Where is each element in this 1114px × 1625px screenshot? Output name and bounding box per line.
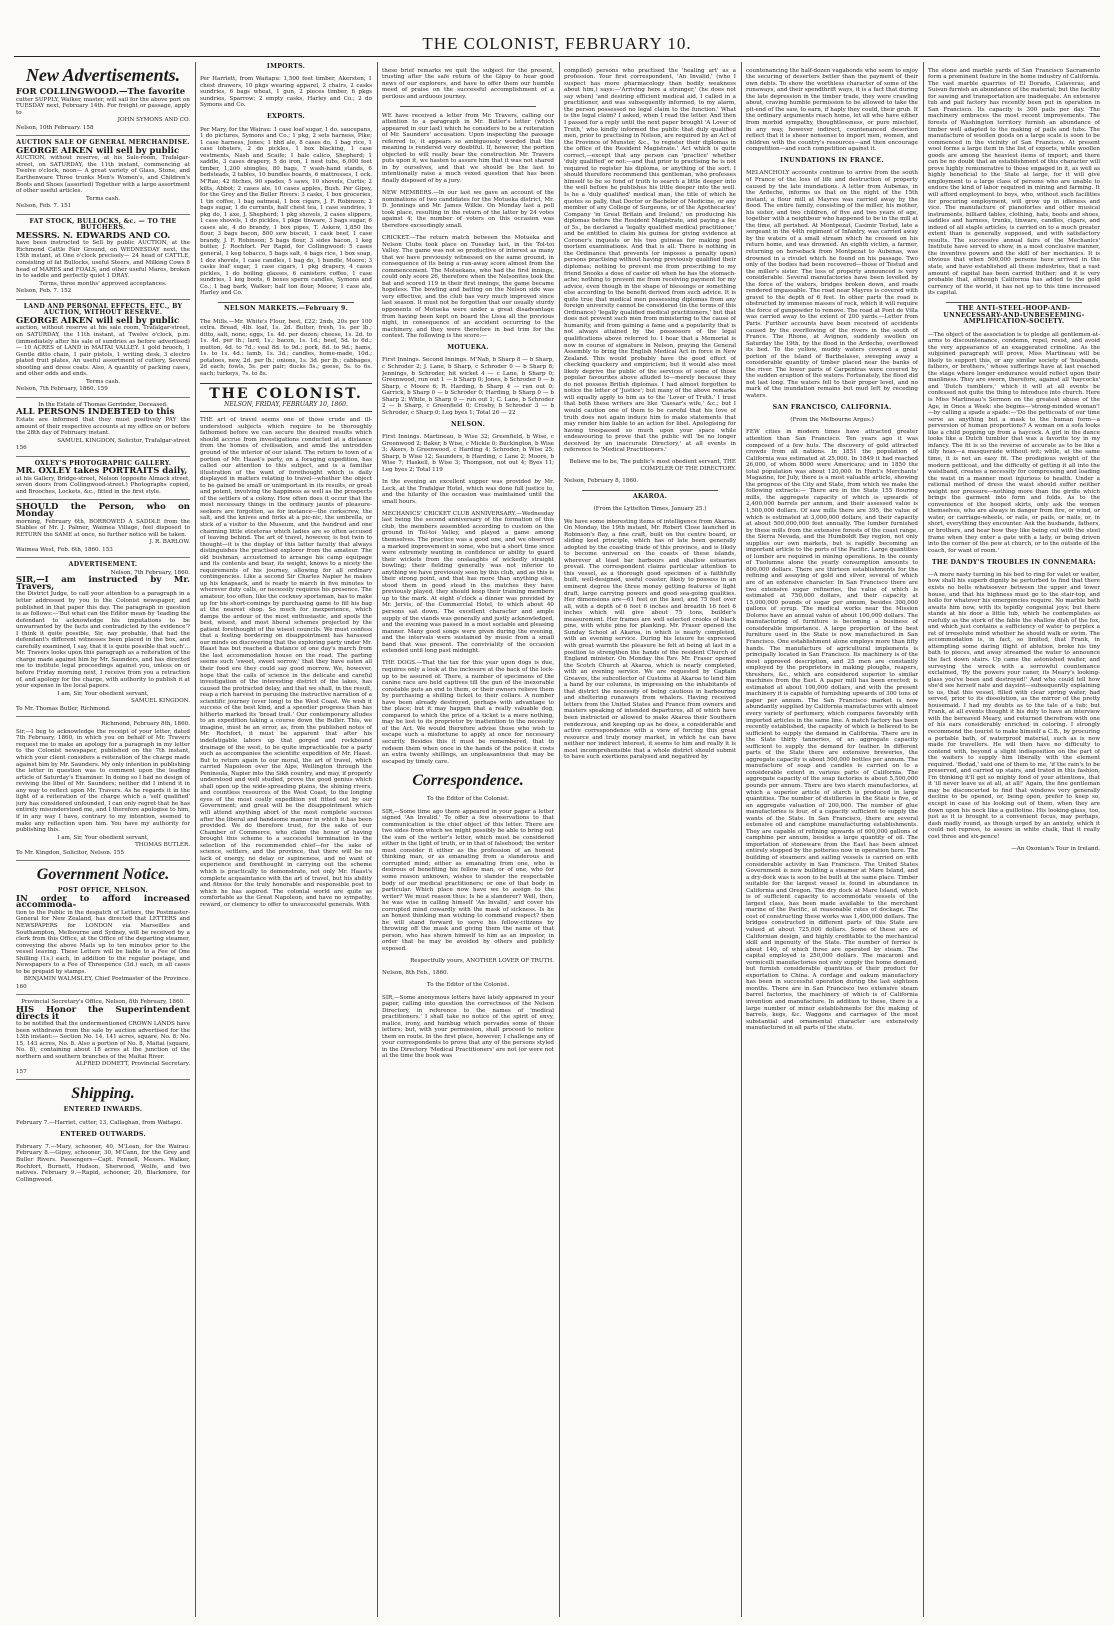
ad-collingwood <box>16 89 190 136</box>
column-rule <box>741 62 742 1617</box>
letter-signature: THOMAS BUTLER. <box>135 842 190 849</box>
inundations-title: INUNDATIONS IN FRANCE. <box>780 157 884 165</box>
letter-body: SIR,—Some anonymous letters have lately appeared in your paper, calling into question the correctness of the Nelson Directory, in reference to the names of 'medical practitioners.' I shall take no notice of the spirit of envy, malice, irony, and humbug which pervades some of those letters; but, with your permission, shall proceed to notice them en route. In the first place, however, I challenge any of your correspondents to prove that any of the persons styled in the Directory 'Medical Practitioners' are not (or were not at the time the book was <box>382 994 554 1060</box>
letter-close: I am, Sir, Your obedient servant, <box>57 690 149 697</box>
dandy-source: —An Oxonian's Tour in Ireland. <box>1011 845 1100 852</box>
akaroa-title: AKAROA. <box>632 493 668 501</box>
ad-signature: J. R. BARLOW. <box>149 539 190 546</box>
ad-lead: SHOULD the Person, who on Monday <box>16 502 190 519</box>
ad-kingdon-letter <box>16 562 190 717</box>
ad-butler-reply <box>16 721 190 861</box>
paragraph-travers: WE have received a letter from Mr. Travers, calling our attention to a paragraph in Mr. Butler's letter (which appeared in our last) which he considers to be a reiteration of Mr. Saunders' accusation. Upon inspecting the passage referred to, it appears so ambiguously worded that the meaning is rendered very doubtful. If, however, the portion objected to will really bear the construction Mr. Travers puts upon it, we hasten to assure him that it was not shared in by ourselves, and that we should be the last to intentionally raise a much vexed question that has been finally disposed of by a jury. <box>382 112 554 184</box>
letter-recipient: To Mr. Kingdon, Solicitor, Nelson. 155 <box>16 849 125 856</box>
san-francisco-source: (From the Melbourne Argus.) <box>790 417 874 424</box>
shipping-inwards-title: ENTERED INWARDS. <box>63 1106 143 1114</box>
ad-heading: LAND AND PERSONAL EFFECTS, ETC., BY AUCTION, WITHOUT RESERVE. <box>23 302 183 317</box>
letter-addressee: To the Editor of the Colonist. <box>426 982 510 989</box>
ad-estate-notice <box>16 402 190 457</box>
letter-signature: Believe me to be, The public's most obedient servant, THE COMPILER OF THE DIRECTORY. <box>569 459 736 472</box>
ad-lead: MESSRS. N. EDWARDS AND CO. <box>16 230 171 241</box>
editorial-masthead-title: THE COLONIST. <box>209 386 363 403</box>
dandy-article: —A more nasty turning in his bed to ring for valet or waiter, how shall his superb dignity be perturbed to find that there exists no bells whatsoever between the upper and lower house, and that his highness must go to the stair-top, and hollo for whatever his emergencies require. No marble bath awaits him now, with its tepidly congenial joys; but there stands at his door a little tub, which he contemplates as ruefully as the stork of the fable the shallow dish of the fox, and which just contains a sufficiency of water to perplex a rat of irresolute mind whether he should walk or swim. The accommodation is, in fact, so limited, that Frank, in attempting some daring flight of ablution, broke his tiny bath to pieces, and away streamed the water to announce the fact down stairs. Up came the astonished waiter, and surveying the wreck with a sorrowful countenance exclaimed, 'By the powers your caner, its Meary's looking-glass you've been and destroyed!' And who could tell how she'd see herself nate and daysint—subsequently explaining to us, that this vessel, filled with clear spring water, had served, prior to its dissolution, as the mirror of the pretty housemaid. I had my doubts as to the tale of a tub; but Frank, at all events thought it his duty to have an interview with the bereaved Meary, and returned therefrom with one of his ears considerably enriched in coloring. I strongly recommend the tourist to make himself a C.B., by procuring a portable bath, of waterproof material, such as is now made for travellers. He will then have no difficulty to contend with, beyond a slight indisposition on the part of the waiters to supply him liberally with the element required. 'Bedad,' said one of them to me, 'if the rain's to be preserved, and carried up stairs, and trated in this fashion, I'm thinking it'll get so mighty fond of your attentions, that it 'ill never leave us at all, at all!' Again, the fine gentleman may be disconcerted to find that windows very generally decline to be opened, or, being open, prefer to keep so, except in case of his looking out of them, when they are down upon his neck like a guillotine. His looking-glass, too, just as it is brought to a convenient focus, may perhaps, dash madly round, as though urged by an anxiety, which it could not repress, to assure in white chalk, that it really cost three and six-pence! <box>928 571 1100 840</box>
paragraph-dogs: THE DOGS.—That the tax for this year upon dogs is due, requires only a look at the inclosure at the back of the lock-up to be assured of. There, a number of specimens of the canine race are held captives till the gun of the inexorable constable puts an end to them, or their owners relieve them by purchasing a shilling ticket to their collars. A number have been already destroyed, perhaps with advantage to the place; but it may happen that a really valuable dog, compared to which the price of a ticket is a mere nothing, may be lost to its proprietor by inattention to the necessity of the Act. We would therefore advise those who wish to escape such a misfortune to apply at once for necessary security. Besides this it must be remembered, that to redeem them when once in the hands of the police it costs an extra twenty shillings, an unpleasantness that may be escaped by timely care. <box>382 660 554 765</box>
editorial-continued: these brief remarks we quit the subject for the present, trusting after the safe return of the Gipsy to hear good news of our explorers, and have to offer them our humble meed of praise on the successful accomplishment of a perilous and arduous journey. <box>382 67 554 100</box>
section-correspondence: Correspondence. <box>412 771 524 789</box>
san-francisco-continued: The stone and marble yards of San Francisco Sacramento form a prominent feature in the home industry of California. The vast marble quarries of El Dorado, Calaveras, and Suisun furnish an abundance of the material; but the facility for sawing and transportation are inadequate. An extensive tub and pail factory has recently been put in operation in San Francisco. Its capacity is 300 pails per day. The machinery embraces the most recent improvements. The forests of Washington territory furnish an abundance of timber well adapted to the making of pails and tubs. The manufacture of woollen goods on a large scale is soon to be commenced in the vicinity of San Francisco. At present wool forms a large item in the list of exports, while woollen goods are among the heaviest items of import; and there can be no doubt that an establishment of this character will prove highly remunerative to those engaged in it, as well as highly beneficial to the State at large, for it will give employment to a large class of persons who are unable to endure the kind of labor required in mining and farming. It will afford employment to boys, who, without such facilities for procuring employment, will grow up in idleness and vice. The manufacture of pianofortes and other musical instruments, billiard tables, clothing, hats, boots and shoes, saddles and harness, trunks, tinware, candles, cigars, and indeed of all staple articles, is carried on to a much greater extent than is generally supposed, and with satisfactory results. The successive annual fairs of the Mechanics' Institute have served to show, in a most conclusive manner, the inventive powers and the skill of her mechanics. It is obvious that when 500,000 persons have arrived in the state, and have established all these industries, that a vast amount of capital has been carried thither; and it is very probable that, although California has added to the gold currency of the world, it has not up to this time increased its capital. <box>928 67 1100 297</box>
ad-saddle <box>16 504 190 558</box>
imports-title: IMPORTS. <box>266 63 306 70</box>
column-6 <box>928 62 1100 1617</box>
ad-body: morning, February 6th, BORROWED A SADDLE from the Stables of Mr. J. Palmer, Waimea Village, feel disposed to RETURN the SAME at once, no further notice will be taken. <box>16 518 190 538</box>
akaroa-source: (From the Lyttelton Times, January 25.) <box>593 506 707 513</box>
san-francisco-title: SAN FRANCISCO, CALIFORNIA. <box>772 404 892 412</box>
ad-auction-aiken <box>16 140 190 214</box>
letter-continued: compiled) persons who practised the 'healing art' as a profession. Your first correspondent, 'An Invalid,' (who I suspect has more pharmacology than bodily weakness about him,) says:—'Arriving here a stranger,' (he does not say when) 'and desiring efficient medical aid, I called in a practitioner, and was subsequently informed, to my alarm, the person possessed no legal claim to the function.' What is the legal claim? I asked, when I read the letter. And then I passed for a reply until the next paper brought 'A Lover of Truth,' who kindly informed the public that duly qualified men, prior to practising in Nelson, are required by an Act of the Province of Munster, &c., 'to register their diplomas in the office of the Resident Magistrate.' Act which is quite correct,—except that any person can 'practice' whether 'duly qualified' or not:—and that prior to practising he is not required to register his diploma, or anything of the sort. I should therefore recommend this gentleman, who professes himself to be so fond of truth to search a little deeper into the well before he publishes his little deeper into the well. Is he a 'duly qualified' medical man, the title of which he quotes so pally, that Doctor or Bachelor of Medicine, or any member of any College of Surgeons, or of the Apothecaries' Company 'in Great Britain and Ireland,' on producing his diplomas before the Resident Magistrate, and paying a fee of 5s., be declared a 'legally qualified medical practitioner,' and be entitled to claim his guinea for giving evidence at Coroner's inquests or his two guineas for making post mortem examinations. And that is all. There is nothing in the Ordinance that prevents (or imposes a penalty upon) persons practising without having previously qualified their diplomas; nothing to prevent me from prescribing to my friend Snooks a dose of castor oil when he has the stomach-ache; nothing to prevent me from receiving payment for my advice, even though in the shape of blessings or something else according to the benefit derived from such advice. It is quite true that medical men possessing diplomas from any foreign university cannot be considered (in the terms of this Ordinance) 'legally qualified medical practitioners,' but that does not prevent such men from ministering to the cause of humanity, and from gaining a fame and a popularity that is not always attained by the possessors of the legal qualifications above referred to. I hear that a Memorial is now in course of signature in Nelson, praying the General Assembly to bring the English Medical Act in force in New Zealand. This would probably have the good effect of checking quackery and empiricism; but it would also most likely deprive the public of the services of some of those popular favourites above alluded to—merely because they do not possess British diplomas. I had almost forgotten to notice the letter of 'Justice'; but many of the above remarks will equally apply to him as to the 'Lover of Truth.' I trust that both these writers are like 'Caesar's wife,' &c.; but I would caution one of them to be careful that his love of truth does not again induce him to make statements that may render him liable to an action for libel. Apologising for having trespassed so much upon your space while endeavouring to prove that the public will 'be no longer deceived by an inaccurate Directory,' at all events in reference to 'Medical Practitioners.' <box>564 67 736 454</box>
shipping-inwards: February 7.—Harriet, cutter, 13, Callaghan, from Waitapu. <box>16 1119 183 1126</box>
ad-footer: Nelson, 10th February. 158 <box>16 124 94 131</box>
letter-recipient: To Mr. Thomas Butler, Richmond. <box>16 705 111 712</box>
ad-heading: POST OFFICE, NELSON. <box>57 887 149 895</box>
column-rule <box>559 62 560 1617</box>
ad-heading: FAT STOCK, BULLOCKS, &c. — TO THE BUTCHERS. <box>29 217 177 232</box>
ad-body: Estate are informed that they must positively PAY the amount of their respective accounts at my office on or before the 28th day of February instant. <box>16 416 190 437</box>
ad-body: cutter SUPPLY, Walker, master, will sail for the above port on TUESDAY next, February 14th. For freight or passage, apply to <box>16 96 190 116</box>
letter-date: Richmond, February 8th, 1860. <box>101 721 190 728</box>
column-3 <box>382 62 554 1617</box>
gov-crown-lands <box>16 999 190 1080</box>
ad-footer: 157 <box>16 1068 27 1075</box>
ad-heading: AUCTION SALE OF GENERAL MERCHANDISE. <box>16 139 190 147</box>
ad-body: auction, without reserve at his sale room, Trafalgar-street, on SATURDAY, the 11th instant, at Twelve o'clock, p.m. (immediately after his sale of sundries as before advertised)— 10 ACRES of LAND in MAITAI VALLEY. 1 gold brooch, 1 Gentle ditto chain, 1 pair pistols, 1 writing desk, 3 electro plated fruit plates, An useful assortment of cutlery, Several shooting and dress coats. Also, A quantity of packing cases, and other odds and ends. <box>16 325 190 378</box>
ad-lead: FOR COLLINGWOOD.—The favorite <box>16 87 186 97</box>
akaroa-article: We have some interesting items of intelligence from Akaroa. On Monday, the 19th instant, Mr. Robert Close launched in Robinson's Bay, a fine craft, built on the centre board, or sliding keel principle, which has of late been generally adopted by the coasting trade of this province, and is likely to become universal on the coasts of these islands, wherever at least bar harbours and shallow estuaries prevail. The correspondent claims particular attention to this vessel, as a thorough good specimen of a faithfully built, well-designed, useful coaster, likely to possess in an eminent degree the three money getting features of light draft, large carrying powers and good sea-going qualities. Her dimensions are—61 feet on the keel, and 75 feet over all, with a depth of 6 feet 6 inches and breadth 16 feet 6 inches which will give about 75 tons, builder's measurement. Her frames are well selected crooks of black pine, with white pine for planking. Mr. Fraser opened the Sunday School at Akaroa, in which is nearly completed, with an evening service. During his leisure he expressed with great warmth the pleasure he felt at being at last in a position to strengthen the hands of the resident Church of England minister. On Monday the Rev. Mr. Fraser opened the Scotch Church at Akaroa, which is nearly completed, with an evening service. We are requested by Captain Greaves, the subcollector of Customs at Akaroa to lend him a hand by our columns, in impressing on the inhabitants of that district the necessity of being cautious in harbouring and sheltering runaways from whalers. Having received letters from the United States and France from owners and masters speaking of intended departures, all of which have been instructed or allowed to make Akaroa their Southern rendezvous, and keeping up as he does, a considerable and active correspondence with a view of forcing this great resource and truly money market, in which he can have neither nor indirect interest, it seems to him and really it is most incomprehensible that a whole district should submit to have such exertions paralysed and negatived by <box>564 518 736 761</box>
score-nelson-title: NELSON. <box>450 421 486 428</box>
ad-footer: Nelson, 7th February, 1860. 159 <box>16 386 108 393</box>
letter-body: Sir,—I beg to acknowledge the receipt of your letter, dated 7th February, 1860, in which you on behalf of Mr. Travers request me to make an apology for a paragraph in my letter to the Colonist newspaper, published on the 7th instant, which your client considers a reiteration of the charge made against him by Mr. Saunders. My only intention in publishing the letter in question was to comment upon the leading article of Saturday's Examiner. In doing so I had no design of reviving the libel of Mr. Saunders; neither did I intend it in any way to reflect upon Mr. Travers. As he regards it in the light of a reiteration of the charge which a 'self qualified' jury has considered unfounded, I can only regret that he has entirely misunderstood me, and I therefore apologise to him, if in any way I have, contrary to my intention, seemed to make any reflection upon him. You have my authority for publishing this. <box>16 728 190 834</box>
ad-edwards-cattle <box>16 219 190 300</box>
letter-date: Nelson, February 8, 1860. <box>564 478 639 485</box>
paragraph-mechanics-club: MECHANICS' CRICKET CLUB ANNIVERSARY.—Wednesday last being the second anniversary of the formation of this club, the members assembled according to custom on the ground in Tol-toi Valley, and played a game among themselves. The practice was a good one, and we observed a marked improvement in some, who but a short time since were extremely wanting in confidence or ability to guard their wickets from the onslaughts of wickedly straight bowling; their fielding generally was not inferior to anything we have previously seen by this club, and as this is their strong point, and that has more than anything else, stood them in good stead in the matches they have previously played, they should keep their training members up to the mark. At eight o'clock a dinner was provided by Mr. Jervis, of the Commercial Hotel, to which about 40 persons sat down. The excellent character and ample supply of the viands was generally and justly acknowledged, and the evening was passed in a most sociable and pleasing manner. Many good songs were given during the evening, and the intervals were sustained by music from a small band that was present. The conviviality of the occasion extended until long past midnight. <box>382 510 554 655</box>
ad-body: tion to the Public in the despatch of Letters, the Postmaster-General for New Zealand, has directed that LETTERS and NEWSPAPERS for LONDON via Marseilles and Southampton, Melbourne and Sydney, will be received by a clerk from this Office, at the Office of the departing steamer, conveying the above Mails up to ten minutes prior to the vessel leaving. These Letters will be liable to a Fee of One Shilling (1s.) each, in addition to the regular postage, and Newspapers to a Fee of Threepence (3d.) each, in all cases to be prepaid by stamps. <box>16 909 190 975</box>
letter-date: Nelson, 8th Feb., 1860. <box>382 970 449 977</box>
letter-date: Nelson, 7th February, 1860. <box>110 569 190 576</box>
ad-body: have been instructed to Sell by public AUCTION, at the Richmond Cattle Fair Ground, on WEDNESDAY next, the 15th instant, at One o'clock precisely— 24 head of CATTLE, consisting of fat Bullocks, useful Steers, and Milking Cows 8 head of MARES and FOALS, and other useful Mares, broken in to saddle and perfectly quiet 1 DRAY. <box>16 240 190 280</box>
markets-prices: The Mills.—Mr. White's Flour, best, £22; 2nds, 20s per 100 extra. Bread, 4lb. loaf, 1s. 2d. Butter, fresh, 1s. per lb.; ditto, salt, none; eggs, 1s. 4d. per dozen; cheese, 1s. 2d. to 1s. 4d. per lb.; lard, 1s.; bacon, 1s. 1d.; beef, 5d. to 6d.; mutton, 4d. to 7d.; veal 8d. to 9d.; pork, 8d. to 9d.; hams, 1s. to 1s. 4d.; lamb, 1s. 3d.; candles, home-made, 10d.; potatoes, new, 2d. per lb.; onions, 1s. 3d. per lb.; cabbages, 2d each; fowls, 5s. per pair; ducks 5s.; geese, 5s. to 6s. each; turkeys, 7s. to 8s. <box>200 318 372 377</box>
column-2 <box>200 62 372 1617</box>
ad-signature: BENJAMIN WALMSLEY, Chief Postmaster of the Province. <box>23 976 190 983</box>
score-motueka: First Innings. Second Innings. M'Nab, b Sharp 8 — b Sharp, c Schroder 2; J. Lane, b Sharp, c Schroder 0 — b Sharp 8; Jennings, b Schroder, hit wicket 4 — c Lane, b Sharp 0; Greenwood, run out 1 — b Sharp 0; Jones, b Schroder 0 — b Sharp, c Moore 6; R. Harding, b Sharp 4 — run out 0; Garrick, b Sharp 0 — b Schroder 0; Harding, b Sharp 0 — b Sharp 2; White, b Sharp 0 — run out 1; C. Lane, b Schroder 2 — b Sharp, c Greenfield 0; Crosby, b Schroder 3 — b Schroder, c Sharp 0; Leg byes 1; Total 26 — 22 <box>382 357 554 416</box>
editorial-masthead-date: NELSON, FRIDAY, FEBRUARY 10, 1860. <box>224 401 348 409</box>
ad-signature: ALFRED DOMETT, Provincial Secretary. <box>75 1061 190 1068</box>
inundations-article: MELANCHOLY accounts continue to arrive from the south of France of the loss of life and destruction of property caused by the late inundations. A letter from Aubenas, in the Ardeche, informs us that on the night of the 15th instant, a flour mill at Mayres was carried away by the flood. The entire family, consisting of the miller, his mother, his sister, and two children, of five and two years of age, together with a neighbour who happened to be in the mill at the time, all perished. At Montpezat, Casimir Testud, late a sergeant in the 44th regiment of Infantry, was carried away by the waters of a small stream which he crossed on his return home, and was drowned. An eighth victim, a farmer, returning on horseback from Montpezat to Aubenas, was drowned in a rivulet which he found on his passage. Two only of the bodies had been recovered—those of Testud and the miller's sister. The loss of property announced is very considerable. Several manufactories have been levelled by the force of the waters, bridges broken down, and roads rendered impassable. The road near Mayres is covered with gravel to the depth of 6 feet. In other parts the road is obstructed by immense masses of rock, which it will require the force of gunpowder to remove. The road at Pont de Villa was carried away to the extent of 200 yards.—Letter from Paris. Further accounts have been received of accidents caused by the overflowing of the rivers in the south of France. The Rhone, at Avignon, suddenly swollen on Saturday the 19th, by the flood in the Ardeche, overflowed its bed. To the yellow, muddy waters covered a great portion of the Island of Barthelasse, sweeping away a considerable quantity of timber placed near the banks of the river. The lower parts of Carpentras were covered by the sudden eruption of the waters. Fortunately, the flood did not last long. The waters fell to their proper level, and no mark of the inundation remains but mud left by receding waters. <box>746 170 918 400</box>
ad-intro: Provincial Secretary's Office, Nelson, 8th February, 1860. <box>21 999 185 1006</box>
divider <box>400 106 536 107</box>
column-4 <box>564 62 736 1617</box>
ad-land-aiken <box>16 304 190 398</box>
score-nelson: First Innings. Martineau, b Wise 32; Greenfield, b Wise, c Greenwood 2; Baker, b Wise, c Mickle 0; Buckington, b Wise 3; Akers, b Greenwood, c Harding 4; Schroder, b Wise 25; Sharp, b Wise 12; Saunders, b Harding, c Lane 2; Moore, b Wise 7; Haskell, b Wise 3; Thompson, not out 4; Byes 11; Leg byes 2; Total 119 <box>382 434 554 473</box>
editorial-masthead <box>200 383 372 412</box>
divider <box>218 302 354 303</box>
letter-signature: SAMUEL KINGDON. <box>130 698 190 705</box>
shipping-outwards: February 7.—Mary, schooner, 40, M'Lean, for the Wairau. February 8.—Gipsy, schooner, 30, M'Cann, for the Grey and Buller Rivers. Passengers—Capt. Fennell, Messrs. Walker, Rochfort, Burnett, Hudson, Sherwood, Wolfe, and two natives. February 9.—Rapid, schooner, 20, Blackmore, for Collingwood. <box>16 1143 190 1183</box>
letter-addressee: To the Editor of the Colonist. <box>426 796 510 803</box>
ad-lead: MR. OXLEY takes PORTRAITS daily, <box>16 466 188 477</box>
column-1 <box>16 62 190 1617</box>
editorial-article: THE art of travel seems one of those crude and ill-understood subjects which require to be thoroughly fathomed before we can secure the desired results which should accrue from investigations conducted at a distance from the homes of civilisation, and amid the untrodden ground of the interior of our island. The return to town of a portion of Mr. Haast's party, on a foraging expedition, has called our attention to this subject, and is a familiar illustration of the want of forethought which is daily displayed in matters relating to travel—whether the object to be gained be small or unimportant in its results, or great and potent, involving the happiness as well as the prospects of the settlers of a colony. How often does it occur that the most necessary things in the ordinary jaunts of pleasure-seekers are forgotten, as for instance—the corkscrew, the salt, and the knives and forks at a pic-nic, the umbrella, or stick of a visitor to the Museum, and the hundred and one charming little etceteras which ladies are so often accused of leaving behind. The art of travel, however, is but twin to thought—it is the display of this latter faculty that always distinguishes the practised explorer from the amateur. The old bushman, accustomed to arrange his camp equipage and its contents and bear, its weight, knows to a nicety the requirements of his journey, allowing for all ordinary contingencies. Like a second Sir Charles Napier he makes up his knapsack, and is ready to march in five minutes to wherever duty calls, or necessity requires his presence. The amateur, too often, like the cockney sportsman, has to make up for his short-comings by purchasing game to fill his bag at the nearest shop. So much for inexperience, which damps the ardour of the most enthusiastic, and spoils the best, wisest, and most liberal schemes projected by the patient forethought of the wisest councils. We must confess that a feeling bordering on disappointment has harassed our minds on discovering that the exploring party under Mr. Haast has but reached a distance of one day's march from the last accommodation house on the road. The parting seems such 'sweet, sweet sorrow,' that they have eaten all their food ere they could say good morrow. We, however, hope that the calls of science in the delicate and careful investigation of the interesting district of the lakes, has caused the protracted delay, and that we shall, in the result, reap a rich harvest in perusing the instructive narration of a scientific journey (ever long) to the West Coast. We wish it success of the best kind, and a speedier progress than has hitherto marked its 'broad trail.' Our contemporary alludes to an expedition taking a course down the Buller. This, we imagine, must be an error, as, from the published notes of Mr. Rochfort, it must be apparent that after his indefatigable labors up that gorged and rockbound drainage of the west, to be quite impracticable for a party such as accompanies the scientific expedition of Mr. Haast. But to return again to our moral, the art of travel, which carried Napoleon over the Alps, Wellington through the Peninsula, Napier into the Sikh country, and may, if properly understood and well studied, prove the good genius which shall open up the wide-spreading plains, the shining rivers, and countless resources of the West Coast, to the longing eyes of the most costly expedition yet fitted out by our Government; and great will be the disappointment which will attend anything abort of the most complete success after the liberal and handsome manner in which it has been provided. We do therefore trust, for the sake of our Chamber of Commerce, who claim the honor of having brought this scheme to a successful termination in the selection of the recommended chief—for the sake of science, settlers, and the province, that there will be no lack of energy, no delay or supineness, and no want of experience and forethought in carrying out the scheme which is practically to demonstrate, not only Mr. Haast's complete acquaintance with the art of travel, but his ability and fitness for the truly honorable and responsible post to which he has aspired. The colonial world are quite as comfortable as the Great Napoleon, and have no sympathy, reward, or clemency to offer to unsuccessful generals. With <box>200 417 372 908</box>
imports-list: Per Harriett, from Waitapu: 1,500 feet timber, Akersten; 1 chest drawers, 10 pkgs wearing apparel, 2 chairs, 2 casks sundries, 6 bags wheat, 1 gun, 2 pieces timber, 6 pkgs sundries, Sparrow; 2 empty casks, Harley and Co.; 2 do Symons and Co. <box>200 76 372 109</box>
letter-salutation: SIR,—I am instructed by Mr. Travers, <box>16 575 190 592</box>
akaroa-continued: countenancing the half-dozen vagabonds who seem to enjoy the securing of deserters better than the payment of their own debts. To show the worthless character of some of the runaways, and their spendthrift ways, it is a fact that during the late depression in the timber trade, they were crawling about, craving humble permission to be allowed to take the pit-end of the saw, to earn, if haply they could, their grub. If the ordinary arguments reach home, let all who have either from morbid sympathy, thoughtlessness, or pure mischief, in any way, however indirect, countenanced desertion reflect that it is sheer nonsense to import men, women, and children with the country's resources—and then encourage competition—and such competition against it. <box>746 67 918 153</box>
ad-footer: Nelson, Feb. 7. 151 <box>16 203 72 210</box>
ad-body: to be notified that the undermentioned CROWN LANDS have been withdrawn from the sale by auction advertised for the 13th instant:— Section No. 14, 141 acres, square, No. 8; No. 15, 143 acres, No. 8. Also a portion of No. 8, Maitai (square, No. 8), containing about 18 acres at the junction of the northern and southern branches of the Maitai River. <box>16 1021 190 1060</box>
gov-post-office <box>16 888 190 995</box>
ad-lead: HIS Honor the Superintendent directs it <box>16 1004 190 1022</box>
ad-oxley-gallery <box>16 461 190 501</box>
ad-body: at his Gallery, Bridge-street, Nelson (opposite Almack street, seven doors from Collingwood-street.) Photographs copied, and Brooches, Lockets, &c., fitted in the first style. <box>16 475 190 495</box>
exports-list: Per Mary, for the Wairau: 1 case loaf sugar, 1 do. saucepans, 1 do pictures, Symons and Co.; 1 pkg, 2 sets harness, Pike; 1 case harness, Jones; 1 hhd ale, 8 cases do, 1 bag rice, 1 case lobsters, 2 do pickles, 1 box blacking, 1 case vestments, Nash and Scaife; 1 bale calico, Shepherd; 1 saddle, 3 cases drapery, 5 do iron, 1 nest tubs, 6,000 feet timber, 1,200 shingles, 80 bags, 7 wash-hand stands, 6 bedsteads, 2 tables, 10 bundles boards, 6 mattresses, 1 ock. M'Rae; 42 fitches, 90 spades, 5 saws, 10 shovels, Curtis; 2 kilts, Abbot; 2 cases ale, 10 cases apples, Bush. Per Gipsy, for the Grey and the Buller Rivers: 3 casks, 1 box groceries, 1 tin coffee, 1 bag oatmeal, 1 box cigars, J. F. Robinson; 2 bags sugar, 1 do currants, half chest tea, 1 case sundries, 1 pkg do, 1 axe, J. Shepherd; 1 pkg shovels, 2 cases slippers, 1 case shovels, 1 do pickles, 1 pkge tinware, 3 bags sugar, 6 cases ale, 4 do brandy, 1 box pipes, T. Askew, 1,850 lbs flour, 3 bags bacon, 800 sew biscuit, 1 cask beef, 1 case brandy, J. F. Robinson; 5 bags flour, 3 sides bacon, 1 keg butter, J. Rochfort. Per Rapid, for Collingwood: 5 cases general, 1 keg tobacco, 5 bags salt, 4 bags rice, 1 box soap, 1 doz shovels, 1 case candles, 1 bag do, 1 bundle, Moore; 3 casks loaf sugar, 1 case cigars, 1 pkg drapery, 4 cases pickles, 1 do boiling glasses, 6 canisters coffee, 1 case sundries, 1 keg boots, 6 boxes sperm candles, Symons and Co.; 1 bag bark, Walker; half ton flour, Moore; 1 case ale, Harley and Co. <box>200 126 372 297</box>
ad-terms: Terms cash. <box>86 378 120 385</box>
column-rule <box>195 62 196 1617</box>
crinoline-title: THE ANTI-STEEL-HOOP-AND-UNNECESSARY-AND-UNBESEEMING-AMPLIFICATION-SOCIETY. <box>943 305 1085 326</box>
ad-footer: 160 <box>16 983 27 990</box>
section-government-notice: Government Notice. <box>36 866 170 884</box>
exports-title: EXPORTS. <box>267 113 305 121</box>
crinoline-article: —The object of the association is to pledge all gentlemen-at-arms to discountenance, condemn, repel, resist, and avoid the very appearance of an exaggerated crinoline. As the subjoined paragraph will prove, Miss Martineau will be likely to support this, or any similar society of 'husbands, fathers, or brothers,' whose sufferings have at last reached the stage where longer endurance would reflect upon their manliness. They are sworn, therefore, against all 'haycocks' and 'Dutch tumblers,' which it will at all events be confessed not quite the thing to introduce into church. Here is Miss Martineau's Sermon on the greatest abuse of the Age, in Once a Week: she begins—'strong-minded woman'!—by calling a spade a spade:—'Do the petticoats of our time serve as anything but a mask to the human form—a perversion of human proportions? A woman on a sofa looks like a child popping up from a haycock. A girl in the dance looks like a Dutch tumbler that was a favorite toy in my infancy. The fit is so the reverse of accurate as to be like a silly hoax—a masquerade without wit; while, at the same time, it is not an easy fit. The prodigious weight of the modern petticoat, and the difficulty of getting it all into the waistband, creates a necessity for compressing and loading the waist in a manner most injurious to health. Under a rational method of dress the waist should suffer neither weight nor pressure—nothing more than the girdle which brings the garment into form and folds. As to the convenience of the hooped skirts, only ask the women themselves, who are always in danger from fire, or wind, or water, or carriage-wheels, or rails, or pails, or nails, or, in short, everything they encounter. Ask the husbands, fathers, or brothers, and hear how they like being cut with the steel frame when they enter a gate with a lady, or being driven into the corner of the pew at church, or to the outside of the coach, for want of room.' <box>928 331 1100 554</box>
ad-lead: ALL PERSONS INDEBTED to this <box>16 407 175 418</box>
ad-signature: JOHN SYMONS AND CO. <box>117 117 190 124</box>
column-rule <box>923 62 924 1617</box>
section-new-advertisements: New Advertisements. <box>25 65 181 85</box>
section-shipping: Shipping. <box>71 1085 135 1103</box>
ad-body: AUCTION, without reserve, at his Sale-room, Trafalgar-street, on SATURDAY, the 11th instant, commencing at Twelve o'clock, noon— A great variety of Glass, Stone, and Earthenware Three trunks Men's Women's, and Children's Boots and Shoes (assorted) Together with a large assortment of other useful articles. <box>16 155 190 195</box>
column-5 <box>746 62 918 1617</box>
dandy-title: THE DANDY'S TROUBLES IN CONNEMARA: <box>931 558 1097 566</box>
letter-body: the District Judge, to call your attention to a paragraph in a letter addressed by you to the Colonist newspaper, and published in that paper this day. The paragraph in question is as follows:—'But what can the Editor mean by 'leading the defendant to acknowledge his imputations to be unwarranted by the facts and contradicted by the evidence'? I think it quite possible, Sir, nay probable, that had the defendant's different witnesses been placed in the box, and carefully examined, I say, that it is quite possible that such'... Mr. Travers looks upon this paragraph as a reiteration of the charge made against him by Mr. Saunders, and has directed me to institute legal proceedings against you, unless on or before Friday morning next, I receive from you a retraction of, and apology for the charge, with authority to publish it at your expense in the local papers. <box>16 591 190 690</box>
divider <box>946 302 1082 303</box>
ad-intro: In the Estate of Thomas Gerrinder, Deceased. <box>38 401 168 408</box>
paragraph-cricket: CRICKET.—The return match between the Motueka and Nelson Clubs took place on Tuesday last, in the Tol-toi Valley. The game was not so productive of interest as many that we have previously witnessed on the same ground, in consequence of its being a run-away score almost from the commencement. The Motuekans, who had the first innings, could only score 26, therefore when the Nelsonites took the bat and scored 119 in their first innings, the game became hopeless. The bowling and batting on the Nelson side was very effective, and the club has very much improved since last season. It must not be forgotten that our usually sturdy opponents of Motueka were under a great disadvantage from having been kept on board the Lissa all the previous night, in consequence of an accident occurring to the machinery, and they were therefore in bad trim for the contest. The following is the score:— <box>382 235 554 340</box>
shipping-outwards-title: ENTERED OUTWARDS. <box>60 1130 146 1138</box>
ad-signature: SAMUEL KINGDON, Solicitor, Trafalgar-street <box>57 437 190 444</box>
ad-footer: Waimea West, Feb. 6th, 1860. 153 <box>16 546 113 553</box>
masthead-rule <box>14 56 1100 57</box>
letter-signature: Respectfully yours, ANOTHER LOVER OF TRUTH. <box>410 958 554 965</box>
paragraph-new-members: NEW MEMBERS.—In our last we gave an account of the nominations of two candidates for the Motueka district, Mr. D. Jennings and Mr. James Wilkie. On Monday last a poll took place, resulting in the return of the latter by 24 votes against 4; the number of voters on this occasion was therefore exceedingly small. <box>382 190 554 229</box>
letter-close: I am, Sir, Your obedient servant, <box>57 834 149 841</box>
masthead-title: THE COLONIST, FEBRUARY 10. <box>422 34 692 53</box>
ad-terms: Terms cash. <box>86 195 120 202</box>
ad-lead: IN order to afford increased accommoda- <box>16 893 190 911</box>
letter-body: SIR,—Some time ago there appeared in your paper a letter signed 'An Invalid.' To offer a few observations to that communication is the chief object of this letter. There are two sides from which we might possibly be able to bring out the sum of the writer's letter, which must be considered either in the light of truth, or in that of falsehood; the writer must consider it either as the profession of an honest thinking man, or as emanating from a slanderous and corrupted mind; either as emanating from one, who is desirous of benefiting his fellow man, or of one, who for some reason unknown, wishes to slander the respectable body of our medical practitioners; or one of that body in particular. Which place now have we to assign to the writer? We must reason thus: Is he a slanderer? Well, then, he was wise in calling himself 'An Invalid,' and cover his corrupted mind cowardly with the mask of sickness. Is he an honest thinking man wishing to command respect? then he will stand forward to serve his fellow-citizens by throwing off the mask and giving them the name of that person, who has shown himself to him as an impostor, in order that he may be avoided by others and publicly exposed. <box>382 808 554 952</box>
score-motueka-title: MOTUEKA. <box>447 344 489 352</box>
ad-lead: GEORGE AIKEN will sell by public <box>16 315 180 326</box>
column-rule <box>377 62 378 1617</box>
ad-footer: 156 <box>16 445 27 452</box>
san-francisco-article: FEW cities in modern times have attracted greater attention than San Francisco. Ten years ago it was composed of a few huts. The discovery of gold attracted crowds from all nations. In 1851 the population of California was estimated at 25,000. In 1849 it had reached 26,000, of whom 8000 were Americans; and in 1850 the total population was about 120,000. In Hunt's Merchants' Magazine, for July, there is a most valuable article, showing the progress of the City and State, from which we make the following extracts:— There are in the State 155 flouring mills, the aggregate capacity of which is upwards of 2,400,000 barrels per annum, and their assessed value is 1,500,000 dollars. Of saw mills there are 395, the value of which is estimated at 3,000,000 dollars, and their capacity at about 500,000,000 feet annually. The lumber furnished by these mills from the extensive forests of the coast range, the Sierra Nevada, and the Humboldt Bay region, not only supplies our own markets, but is rapidly becoming an important article to the ports of the Pacific. Large quantities of lumber are required in mining operations. In the county of Tuolumne alone the yearly consumption amounts to 800,000 dollars. There are thirteen establishments for the refining and assaying of gold and silver, several of which are of an extensive character. In San Francisco there are two extensive sugar refineries, the value of which is estimated at 750,000 dollars, and their capacity at 15,000,000 pounds of sugar per annum, besides 300,000 gallons of syrup. The medical works near the Mission Dolores have an annual value of about 100,000 dollars. The manufacturing of furniture is becoming a business of considerable importance. A large proportion of the best furniture used in the State is now manufactured in San Francisco. One establishment alone employs more than fifty hands. The manufacture of agricultural implements is principally located in San Francisco. Its machinery is of the most approved description, and 25 men are constantly employed by the proprietors in making ploughs, reapers, threshers, &c., which are considered superior to similar machines from the East. A paper mill has been erected; is estimated at about 100,000 dollars, and with the present machinery it is capable of furnishing upwards of 300 tons of paper per annum. The San Francisco market is now abundantly supplied by California manufactures with almost every variety of perfumery, which compares favorably with imported articles in the same line. A match factory has been recently established, the capacity of which is believed to be sufficient to supply the demand in California. There are in the State thirty tanneries, of an aggregate capacity sufficient to supply the demand for leather. In different parts of the State there are extensive breweries, the aggregate capacity is about 500,000 bottles per annum. The manufacture of soap and candles is carried on to a considerable extent in various parts of California. The aggregate capacity of the soap factories is about 5,500,000 pounds per annum. There are two starch manufactories, at which a superior article of starch is produced in large quantities. The number of distilleries in the State is five, of an aggregate valuation of 200,000. The number of glue manufactories is four, of a capacity sufficient to supply the wants of the State. In San Francisco, there are several extensive oil and camphine manufacturing establishments. They are capable of refining upwards of 600,000 gallons of camphine per annum, besides a large quantity of oil. The importation of stoneware from the East has been almost entirely stopped by the potteries now in operation here. The building of steamers and sailing vessels is carried on with considerable activity in San Francisco. The United States Government is now building a steamer at Mare Island, and a dry-dock was is soon to be built at the same place. Timber suitable for the largest vessel is found in abundance in California and Oregon. The dry dock at Mare Island, which is of sufficient capacity to accommodate vessels of the largest class, has been made available to the merchant marine of the Pacific, at reasonable rates of dockage. The cost of constructing these works was 1,400,000 dollars. The bridges constructed in different parts of this State are valued at about 725,000 dollars. Some of these are of Californian design, and highly creditable to the mechanical skill and ingenuity of the State. The number of ferries is about 140, of which three are operated by steam. The capital employed is 250,000 dollars. The macaroni and vermicelli manufactories not only supply the home demand, but furnish considerable quantities of their product for exportation to China. A cordage and oakum manufactory has been in successful operation during the last eighteen months. There are in San Francisco two extensive steam barrel factories, the machinery of which is of California invention and manufacture. In addition to these, there is a large number of minor establishments for the making of barrels, kegs, &c. Waggons and carriages of the most substantial and ornamental character are extensively manufactured in all parts of the state. <box>746 429 918 1032</box>
paragraph-supper: In the evening an excellent supper was provided by Mr. Leck, at the Trafalgar Hotel, which was done full justice to, and the hilarity of the occasion was maintained until the small hours. <box>382 479 554 505</box>
markets-title: NELSON MARKETS.—February 9. <box>223 305 349 313</box>
ad-heading: OXLEY'S PHOTOGRAPHIC GALLERY. <box>34 459 172 467</box>
ad-lead: GEORGE AIKEN will sell by public <box>16 145 180 156</box>
masthead <box>0 30 1114 58</box>
ad-heading: ADVERTISEMENT. <box>68 561 138 569</box>
divider <box>582 490 718 491</box>
ad-terms: Terms, three months' approved acceptances. <box>39 280 167 287</box>
ad-footer: Nelson, Feb. 7. 152 <box>16 288 72 295</box>
